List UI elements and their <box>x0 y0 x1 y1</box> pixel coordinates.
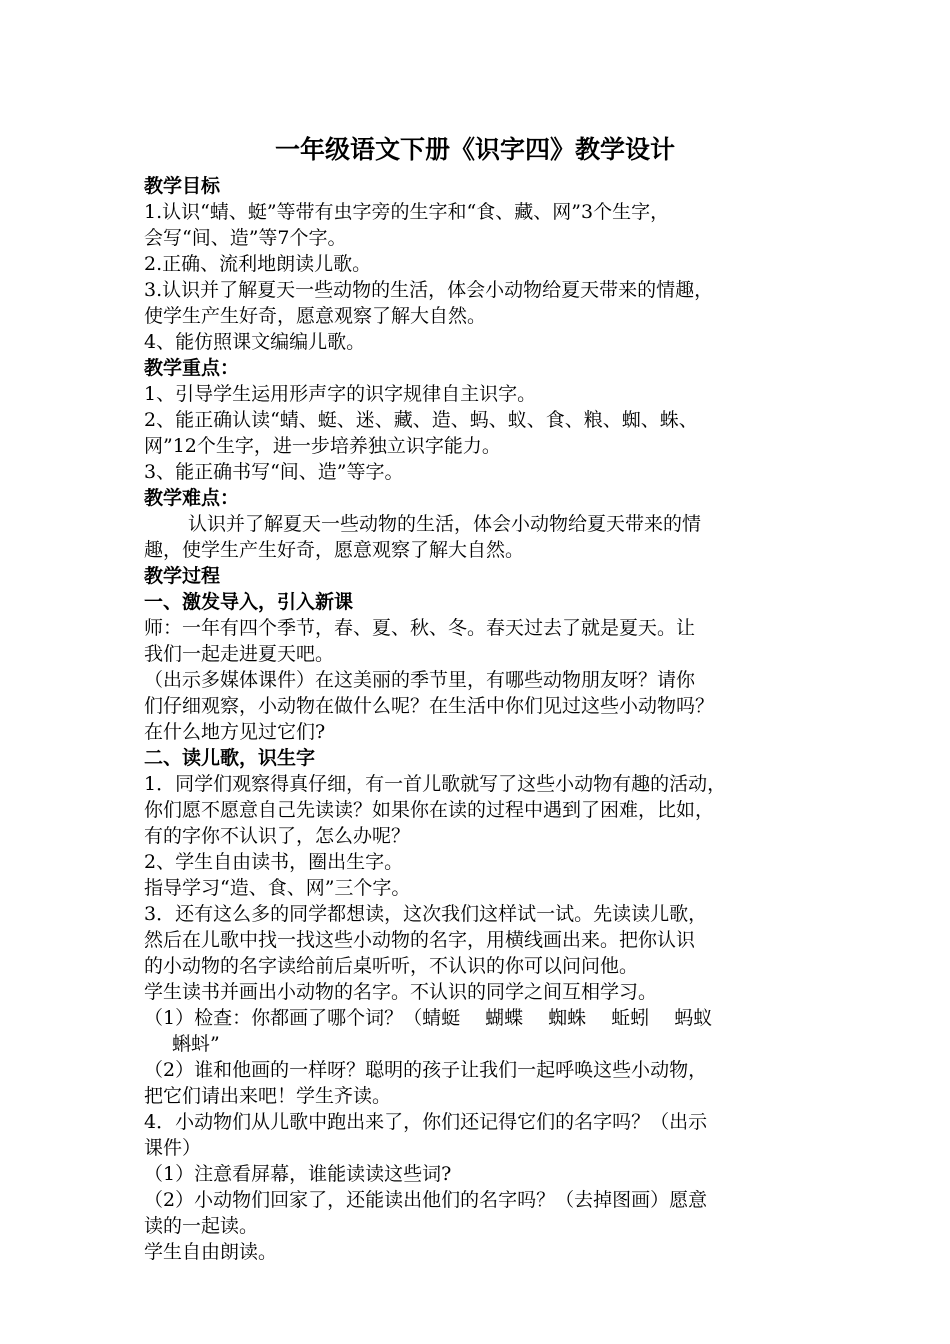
paragraph-line: 2、学生自由读书，圈出生字。 <box>144 851 404 873</box>
section-heading: 一、激发导入，引入新课 <box>144 591 354 613</box>
paragraph-line: 然后在儿歌中找一找这些小动物的名字，用横线画出来。把你认识 <box>144 929 696 951</box>
section-heading: 教学重点： <box>144 357 240 379</box>
paragraph-line: 我们一起走进夏天吧。 <box>144 643 335 665</box>
paragraph-line: 把它们请出来吧！学生齐读。 <box>144 1085 392 1107</box>
paragraph-line: 2、能正确认读“蜻、蜓、迷、藏、造、蚂、蚁、食、粮、蜘、蛛、 <box>144 409 698 431</box>
paragraph-line: 学生自由朗读。 <box>144 1241 278 1263</box>
paragraph-line: 网”12个生字，进一步培养独立识字能力。 <box>144 435 501 457</box>
paragraph-line: 4．小动物们从儿歌中跑出来了，你们还记得它们的名字吗？（出示 <box>144 1111 708 1133</box>
paragraph-line: 会写“间、造”等7个字。 <box>144 227 347 249</box>
section-heading: 二、读儿歌，识生字 <box>144 747 316 769</box>
paragraph-line: 3.认识并了解夏天一些动物的生活，体会小动物给夏天带来的情趣， <box>144 279 714 301</box>
paragraph-line: 1．同学们观察得真仔细，有一首儿歌就写了这些小动物有趣的活动， <box>144 773 727 795</box>
paragraph-line: 师：一年有四个季节，春、夏、秋、冬。春天过去了就是夏天。让 <box>144 617 696 639</box>
paragraph-line: 2.正确、流利地朗读儿歌。 <box>144 253 372 275</box>
paragraph-line: （1）检查：你都画了哪个词？（蜻蜓 蝴蝶 蜘蛛 蚯蚓 蚂蚁 <box>144 1007 713 1029</box>
paragraph-line: 1、引导学生运用形声字的识字规律自主识字。 <box>144 383 537 405</box>
section-heading: 教学目标 <box>144 175 221 197</box>
paragraph-line: 学生读书并画出小动物的名字。不认识的同学之间互相学习。 <box>144 981 658 1003</box>
document-body <box>144 173 834 1265</box>
paragraph-line: （2）谁和他画的一样呀？聪明的孩子让我们一起呼唤这些小动物， <box>144 1059 708 1081</box>
paragraph-line: 读的一起读。 <box>144 1215 259 1237</box>
paragraph-line: 的小动物的名字读给前后桌听听，不认识的你可以问问他。 <box>144 955 639 977</box>
paragraph-line: （出示多媒体课件）在这美丽的季节里，有哪些动物朋友呀？请你 <box>144 669 696 691</box>
paragraph-line: 1.认识“蜻、蜓”等带有虫字旁的生字和“食、藏、网”3个生字， <box>144 201 670 223</box>
paragraph-line: 认识并了解夏天一些动物的生活，体会小动物给夏天带来的情 <box>188 513 702 535</box>
paragraph-line: 使学生产生好奇，愿意观察了解大自然。 <box>144 305 487 327</box>
paragraph-line: 4、能仿照课文编编儿歌。 <box>144 331 366 353</box>
paragraph-line: 在什么地方见过它们? <box>144 721 326 743</box>
paragraph-line: （1）注意看屏幕，谁能读读这些词? <box>144 1163 452 1185</box>
paragraph-line: 趣，使学生产生好奇，愿意观察了解大自然。 <box>144 539 525 561</box>
paragraph-line: 3、能正确书写“间、造”等字。 <box>144 461 404 483</box>
paragraph-line: 你们愿不愿意自己先读读？如果你在读的过程中遇到了困难，比如， <box>144 799 715 821</box>
page-title: 一年级语文下册《识字四》教学设计 <box>274 135 675 164</box>
paragraph-line: 们仔细观察，小动物在做什么呢？在生活中你们见过这些小动物吗？ <box>144 695 715 717</box>
paragraph-line: 课件） <box>144 1137 202 1159</box>
paragraph-line: 指导学习“造、食、网”三个字。 <box>144 877 411 899</box>
paragraph-line: 有的字你不认识了，怎么办呢？ <box>144 825 411 847</box>
section-heading: 教学难点： <box>144 487 240 509</box>
paragraph-line: 蝌蚪” <box>172 1033 220 1055</box>
paragraph-line: 3．还有这么多的同学都想读，这次我们这样试一试。先读读儿歌， <box>144 903 708 925</box>
section-heading: 教学过程 <box>144 565 221 587</box>
paragraph-line: （2）小动物们回家了，还能读出他们的名字吗？（去掉图画）愿意 <box>144 1189 708 1211</box>
